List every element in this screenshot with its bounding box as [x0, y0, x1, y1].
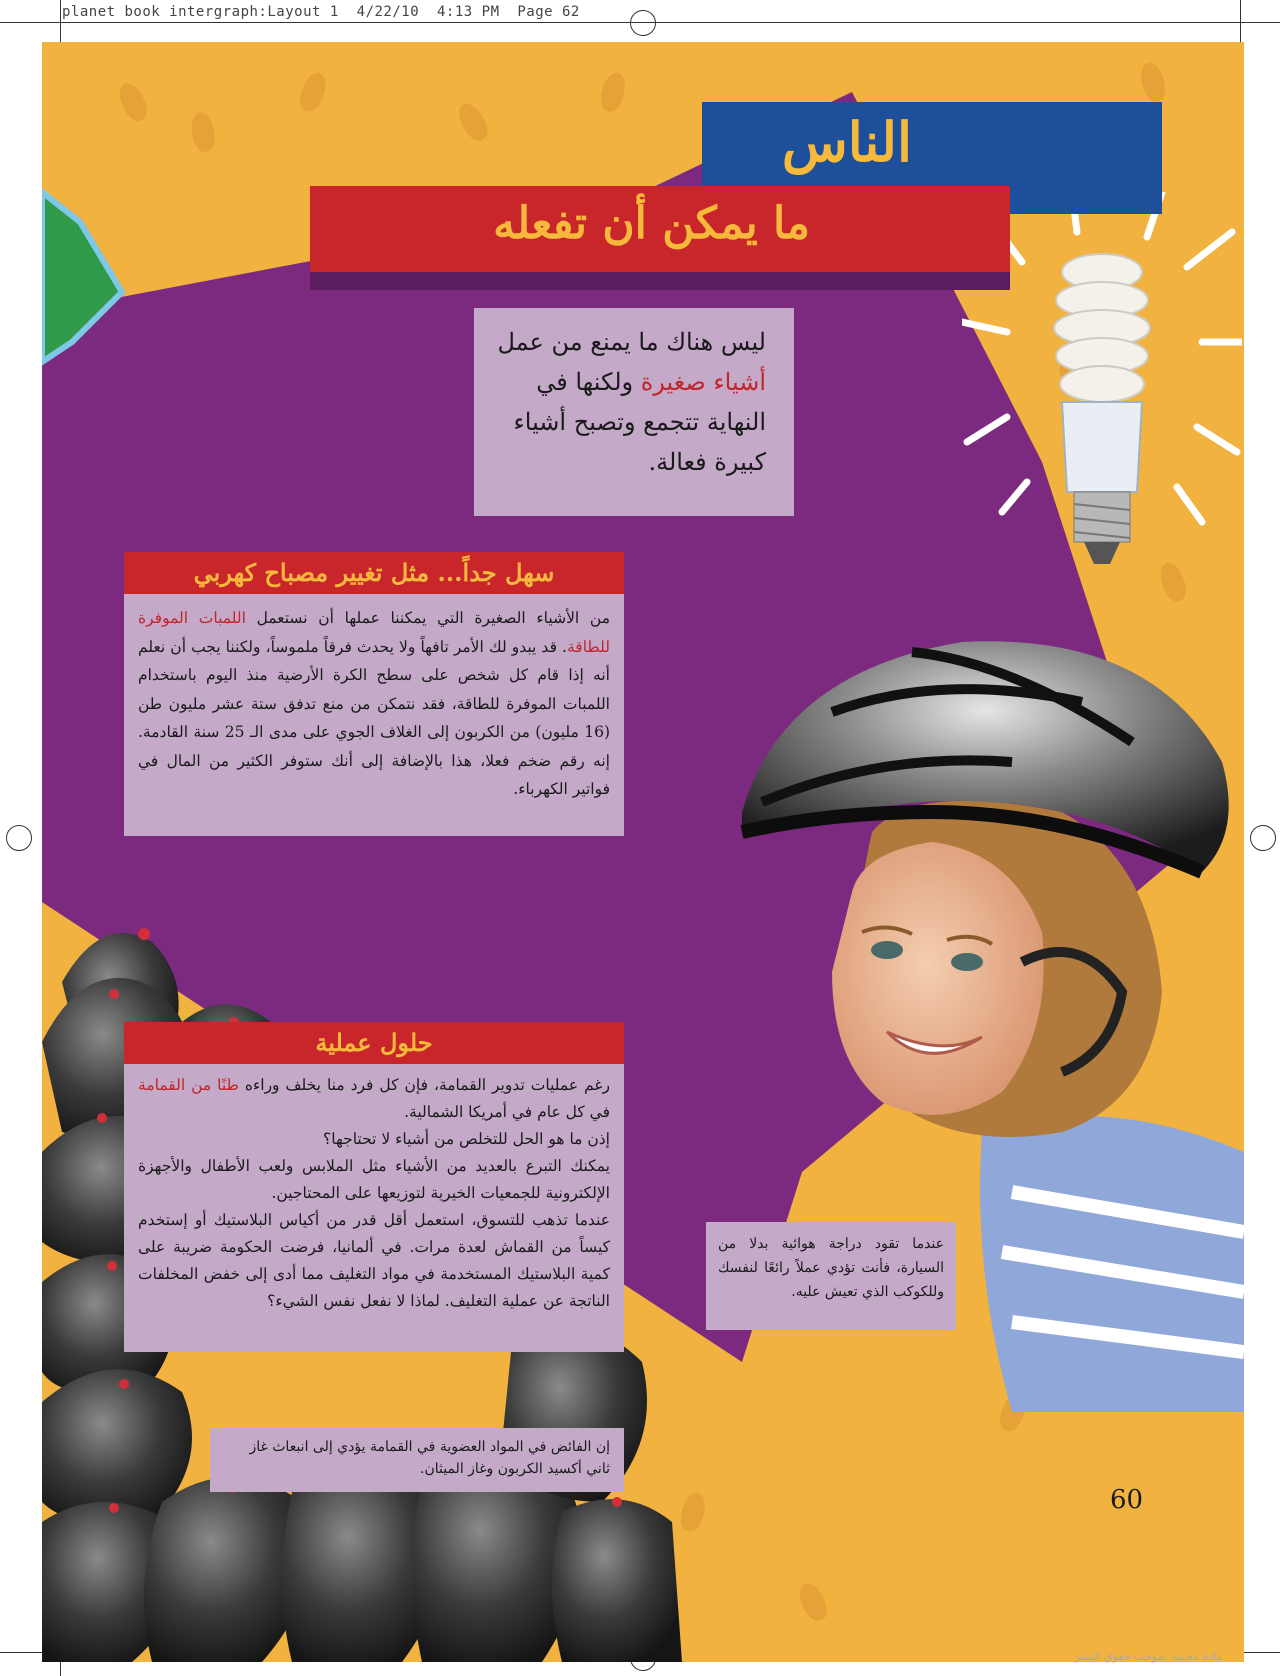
- intro-line: النهاية تتجمع وتصبح أشياء: [513, 408, 766, 436]
- registration-mark-top: [630, 10, 656, 36]
- section2-paragraph: إذن ما هو الحل للتخلص من أشياء لا تحتاجها؟: [323, 1130, 610, 1148]
- page-title: الناس: [781, 110, 912, 174]
- section1-text: . قد يبدو لك الأمر تافهاً ولا يحدث فرقاً ملموساً، ولكننا يجب أن نعلم أنه إذا قام كل شخص على سطح الكرة الأرضية منذ اليوم باستخدام اللمبات الموفرة للطاقة، فقد نتمكن من منع تدفق ستة عشر مليون طن (16 مليون) من الكربون إلى الغلاف الجوي على مدى الـ 25 سنة القادمة. إنه رقم ضخم فعلا، هذا بالإضافة إلى أنك ستوفر الكثير من المال في فواتير الكهرباء.: [138, 637, 610, 798]
- section2-paragraph: [138, 1072, 610, 1126]
- page-number: 60: [1110, 1485, 1144, 1515]
- section1-body-box: [124, 594, 624, 836]
- section2-heading-bar: [124, 1022, 624, 1064]
- section2-highlight: طنًا من القمامة: [138, 1076, 239, 1094]
- section2-text: رغم عمليات تدوير القمامة، فإن كل فرد منا يخلف وراءه: [238, 1076, 610, 1094]
- intro-line: [494, 362, 766, 402]
- intro-text: ولكنها في: [536, 368, 641, 396]
- bike-caption-box: [706, 1222, 956, 1330]
- intro-box: [474, 308, 794, 516]
- waste-caption-box: [210, 1428, 624, 1492]
- copyright-credit: مادة محمية بموجب حقوق النشر: [1075, 1650, 1223, 1663]
- waste-caption: إن الفائض في المواد العضوية في القمامة يؤدي إلى انبعاث غاز ثاني أكسيد الكربون وغاز الميثان.: [249, 1439, 610, 1477]
- section1-body: [138, 604, 610, 804]
- intro-highlight: أشياء صغيرة: [640, 368, 766, 396]
- section2-paragraph: يمكنك التبرع بالعديد من الأشياء مثل الملابس ولعب الأطفال والأجهزة الإلكترونية للجمعيات الخيرية لتوزيعها على المحتاجين.: [138, 1157, 610, 1202]
- bike-caption: عندما تقود دراجة هوائية بدلا من السيارة، فأنت تؤدي عملاً رائعًا لنفسك وللكوكب الذي تعيش عليه.: [718, 1236, 944, 1300]
- intro-line: كبيرة فعالة.: [648, 448, 766, 476]
- page-subtitle: ما يمكن أن تفعله: [493, 198, 810, 249]
- section2-heading: حلول عملية: [315, 1028, 433, 1057]
- section2-body-box: [124, 1064, 624, 1352]
- section1-text: من الأشياء الصغيرة التي يمكننا عملها أن نستعمل: [245, 609, 611, 627]
- subtitle-banner: [310, 186, 1010, 272]
- intro-line: ليس هناك ما يمنع من عمل: [497, 328, 766, 356]
- section1-heading: سهل جداً... مثل تغيير مصباح كهربي: [193, 558, 555, 587]
- magazine-page: [42, 42, 1244, 1662]
- section1-heading-bar: [124, 552, 624, 594]
- section2-text: في كل عام في أمريكا الشمالية.: [404, 1103, 610, 1121]
- registration-mark-left: [6, 825, 32, 851]
- section1-highlight: اللمبات الموفرة للطاقة: [138, 609, 610, 656]
- printer-slug-line: planet book intergraph:Layout 1 4/22/10 4:13 PM Page 62: [62, 4, 580, 20]
- registration-mark-right: [1250, 825, 1276, 851]
- section2-paragraph: عندما تذهب للتسوق، استعمل أقل قدر من أكياس البلاستيك أو إستخدم كيساً من القماش لعدة مرات. في ألمانيا، فرضت الحكومة ضريبة على كمية البلاستيك المستخدمة في مواد التغليف مما أدى إلى خفض المخلفات الناتجة عن عملية التغليف. لماذا لا نفعل نفس الشيء؟: [138, 1211, 610, 1310]
